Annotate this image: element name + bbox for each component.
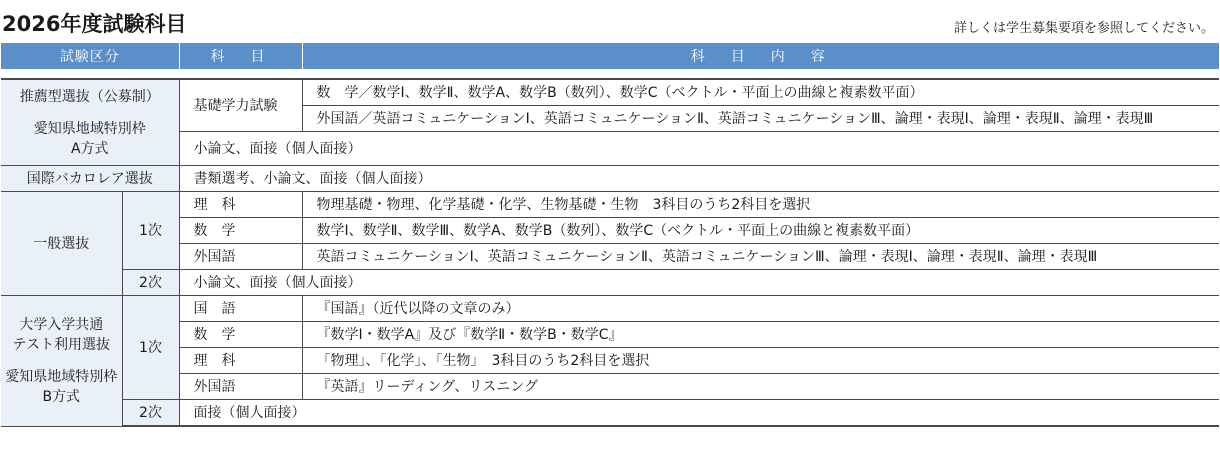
- category-suisen: [1, 79, 179, 166]
- category-ib: 国際バカロレア選抜: [1, 166, 179, 192]
- kyotsu-content-science: 「物理」、「化学」、「生物」 3科目のうち2科目を選択: [302, 348, 1219, 374]
- category-suisen-name2: 愛知県地域特別枠: [33, 120, 146, 137]
- table-row: [1, 296, 1219, 322]
- ippan-subject-science: 理 科: [179, 192, 302, 218]
- header-subject: 科 目: [179, 43, 302, 69]
- ippan-subject-english: 外国語: [179, 244, 302, 270]
- ippan-content-english: 英語コミュニケーションⅠ、英語コミュニケーションⅡ、英語コミュニケーションⅢ、論理・表現Ⅰ、論理・表現Ⅱ、論理・表現Ⅲ: [302, 244, 1219, 270]
- page-title: 2026年度試験科目: [2, 12, 187, 36]
- kyotsu-content-english: 『英語』リーディング、リスニング: [302, 374, 1219, 400]
- table-row: [1, 348, 1219, 374]
- kyotsu-content-math: 『数学Ⅰ・数学A』及び『数学Ⅱ・数学B・数学C』: [302, 322, 1219, 348]
- category-kyotsu-name4: B方式: [42, 388, 81, 405]
- header-spacer: [1, 69, 1219, 79]
- content-ib: 書類選考、小論文、面接（個人面接）: [179, 166, 1219, 192]
- table-row: [1, 79, 1219, 106]
- header-category: 試験区分: [1, 43, 179, 69]
- category-kyotsu-name2: テスト利用選抜: [12, 336, 110, 353]
- ippan-stage1: 1次: [122, 192, 179, 270]
- category-kyotsu-name: 大学入学共通: [19, 316, 104, 333]
- table-row: [1, 132, 1219, 166]
- table-row: [1, 192, 1219, 218]
- kyotsu-stage2: 2次: [122, 400, 179, 427]
- category-suisen-name: 推薦型選抜（公募制）: [19, 88, 160, 105]
- content-kiso-math: 数 学／数学Ⅰ、数学Ⅱ、数学A、数学B（数列）、数学C（ベクトル・平面上の曲線と複素数平面）: [302, 79, 1219, 106]
- ippan-stage2-content: 小論文、面接（個人面接）: [179, 270, 1219, 296]
- category-ippan: 一般選抜: [1, 192, 122, 296]
- category-suisen-name3: A方式: [70, 140, 109, 157]
- kyotsu-stage1: 1次: [122, 296, 179, 400]
- table-row: [1, 400, 1219, 427]
- category-kyotsu: [1, 296, 122, 427]
- kyotsu-stage2-content: 面接（個人面接）: [179, 400, 1219, 427]
- table-row: [1, 166, 1219, 192]
- header-content: 科 目 内 容: [302, 43, 1219, 69]
- kyotsu-subject-english: 外国語: [179, 374, 302, 400]
- ippan-subject-math: 数 学: [179, 218, 302, 244]
- content-kiso-english: 外国語／英語コミュニケーションⅠ、英語コミュニケーションⅡ、英語コミュニケーションⅢ、論理・表現Ⅰ、論理・表現Ⅱ、論理・表現Ⅲ: [302, 106, 1219, 132]
- table-row: [1, 322, 1219, 348]
- kyotsu-subject-japanese: 国 語: [179, 296, 302, 322]
- table-header-row: [1, 43, 1219, 69]
- subject-kiso: 基礎学力試験: [179, 79, 302, 132]
- ippan-content-math: 数学Ⅰ、数学Ⅱ、数学Ⅲ、数学A、数学B（数列）、数学C（ベクトル・平面上の曲線と複素数平面）: [302, 218, 1219, 244]
- kyotsu-subject-math: 数 学: [179, 322, 302, 348]
- ippan-content-science: 物理基礎・物理、化学基礎・化学、生物基礎・生物 3科目のうち2科目を選択: [302, 192, 1219, 218]
- category-kyotsu-name3: 愛知県地域特別枠: [5, 368, 118, 385]
- kyotsu-content-japanese: 『国語』（近代以降の文章のみ）: [302, 296, 1219, 322]
- exam-subjects-table: [1, 43, 1219, 427]
- reference-note: 詳しくは学生募集要項を参照してください。: [953, 21, 1214, 36]
- table-row: [1, 218, 1219, 244]
- table-row: [1, 374, 1219, 400]
- kyotsu-subject-science: 理 科: [179, 348, 302, 374]
- table-row: [1, 244, 1219, 270]
- ippan-stage2: 2次: [122, 270, 179, 296]
- content-suisen-other: 小論文、面接（個人面接）: [179, 132, 1219, 166]
- table-row: [1, 270, 1219, 296]
